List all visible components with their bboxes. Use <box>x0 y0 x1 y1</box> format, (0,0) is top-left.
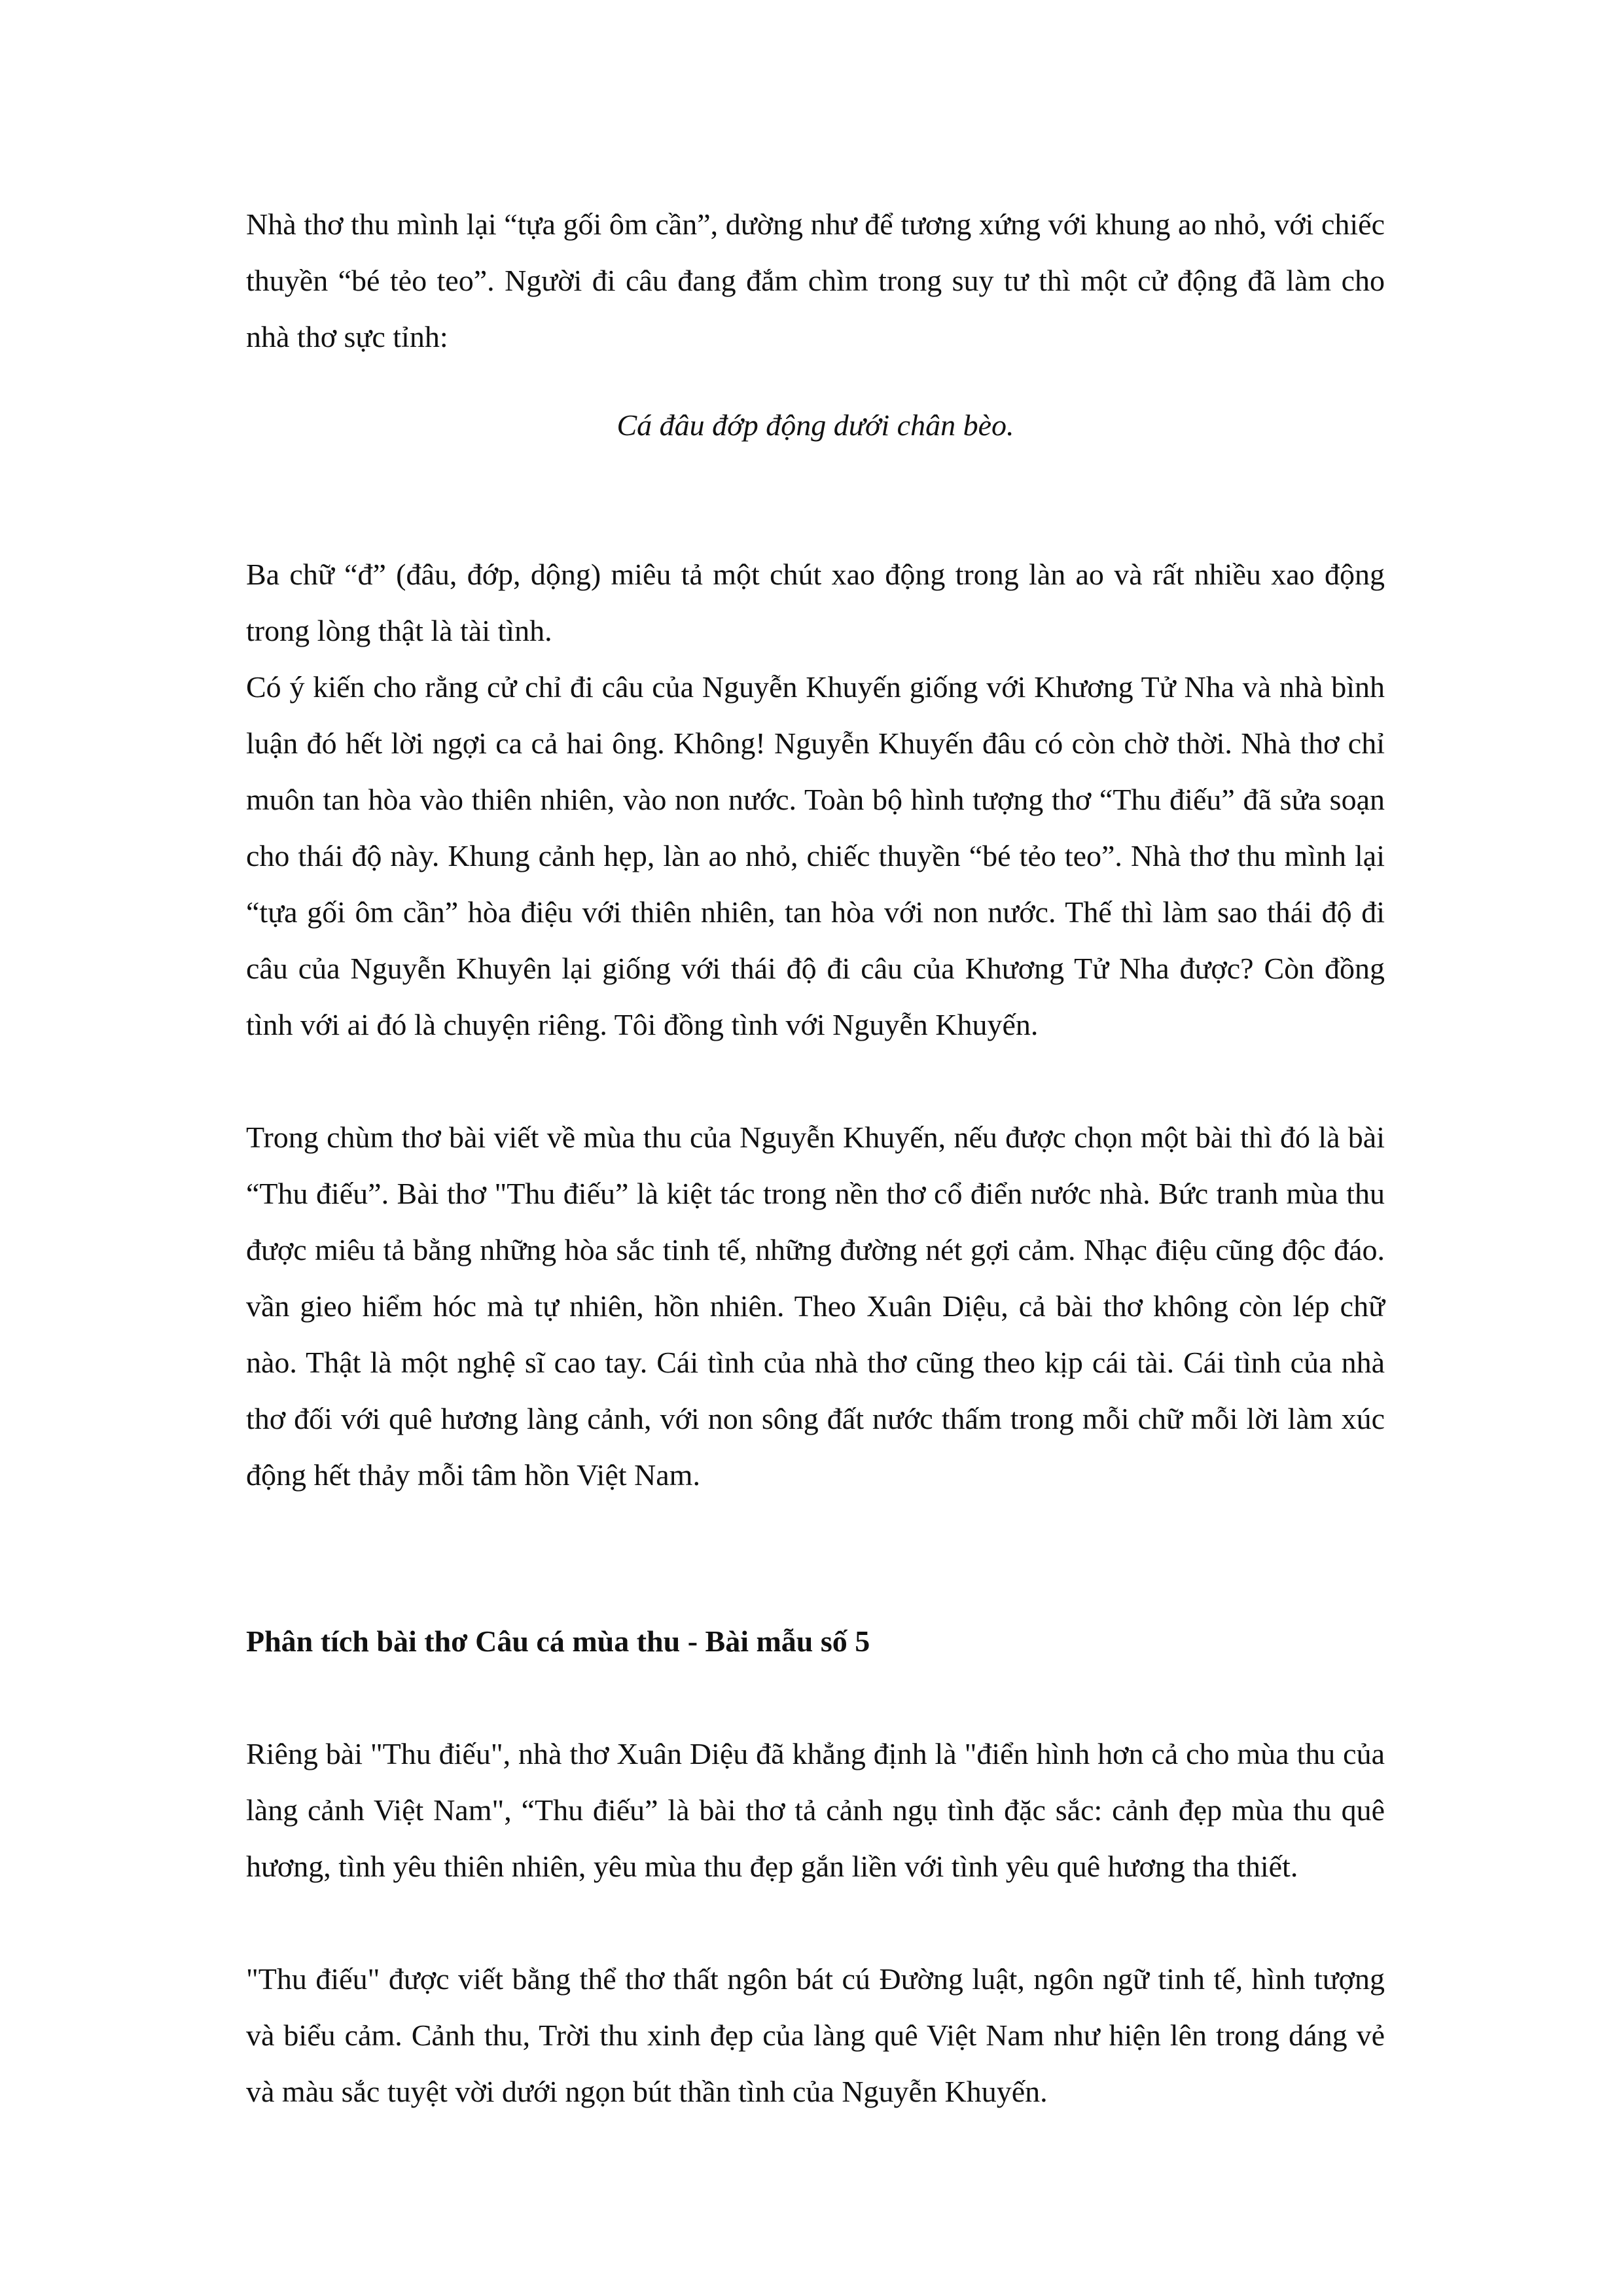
paragraph-4: Trong chùm thơ bài viết về mùa thu của Nguyễn Khuyến, nếu được chọn một bài thì đó là bài “Thu điếu”. Bài thơ "Thu điếu” là kiệt tác trong nền thơ cổ điển nước nhà. Bức tranh mùa thu được miêu tả bằng những hòa sắc tinh tế, những đường nét gợi cảm. Nhạc điệu cũng độc đáo. vần gieo hiểm hóc mà tự nhiên, hồn nhiên. Theo Xuân Diệu, cả bài thơ không còn lép chữ nào. Thật là một nghệ sĩ cao tay. Cái tình của nhà thơ cũng theo kịp cái tài. Cái tình của nhà thơ đối với quê hương làng cảnh, với non sông đất nước thấm trong mỗi chữ mỗi lời làm xúc động hết thảy mỗi tâm hồn Việt Nam. <box>246 1121 1385 1492</box>
paragraph-6: "Thu điếu" được viết bằng thể thơ thất ngôn bát cú Đường luật, ngôn ngữ tinh tế, hình tượng và biểu cảm. Cảnh thu, Trời thu xinh đẹp của làng quê Việt Nam như hiện lên trong dáng vẻ và màu sắc tuyệt vời dưới ngọn bút thần tình của Nguyễn Khuyến. <box>246 1962 1385 2108</box>
paragraph-1: Nhà thơ thu mình lại “tựa gối ôm cần”, dường như để tương xứng với khung ao nhỏ, với chiếc thuyền “bé tẻo teo”. Người đi câu đang đắm chìm trong suy tư thì một cử động đã làm cho nhà thơ sực tỉnh: <box>246 207 1385 353</box>
section-heading: Phân tích bài thơ Câu cá mùa thu - Bài mẫu số 5 <box>246 1624 870 1658</box>
paragraph-3: Có ý kiến cho rằng cử chỉ đi câu của Nguyễn Khuyến giống với Khương Tử Nha và nhà bình luận đó hết lời ngợi ca cả hai ông. Không! Nguyễn Khuyến đâu có còn chờ thời. Nhà thơ chỉ muôn tan hòa vào thiên nhiên, vào non nước. Toàn bộ hình tượng thơ “Thu điếu” đã sửa soạn cho thái độ này. Khung cảnh hẹp, làn ao nhỏ, chiếc thuyền “bé tẻo teo”. Nhà thơ thu mình lại “tựa gối ôm cần” hòa điệu với thiên nhiên, tan hòa với non nước. Thế thì làm sao thái độ đi câu của Nguyễn Khuyên lại giống với thái độ đi câu của Khương Tử Nha được? Còn đồng tình với ai đó là chuyện riêng. Tôi đồng tình với Nguyễn Khuyến. <box>246 670 1385 1041</box>
verse-line: Cá đâu đớp động dưới chân bèo. <box>616 408 1014 442</box>
paragraph-2: Ba chữ “đ” (đâu, đớp, dộng) miêu tả một chút xao động trong làn ao và rất nhiều xao động trong lòng thật là tài tình. <box>246 558 1385 647</box>
paragraph-5: Riêng bài "Thu điếu", nhà thơ Xuân Diệu đã khẳng định là "điển hình hơn cả cho mùa thu của làng cảnh Việt Nam", “Thu điếu” là bài thơ tả cảnh ngụ tình đặc sắc: cảnh đẹp mùa thu quê hương, tình yêu thiên nhiên, yêu mùa thu đẹp gắn liền với tình yêu quê hương tha thiết. <box>246 1737 1385 1883</box>
